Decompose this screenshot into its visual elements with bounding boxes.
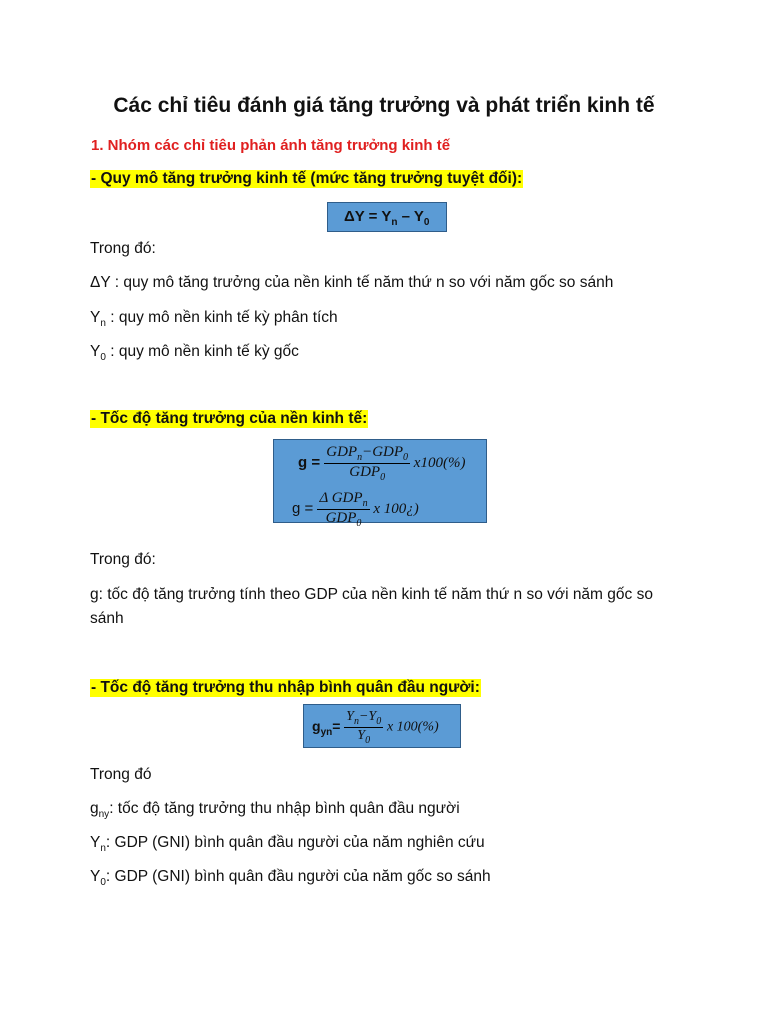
- formula-growth-rate-1: g = $\frac{GDP_n-GDP_0}{GDP_0}$ x100(%): [298, 444, 466, 483]
- definition-yn-income: $Y_n$: GDP (GNI) bình quân đầu người của năm nghiên cứu: [90, 834, 485, 855]
- growth-rate-heading: - Tốc độ tăng trưởng của nền kinh tế:: [91, 410, 368, 427]
- definition-y0: $Y_0$ : quy mô nền kinh tế kỳ gốc: [90, 343, 299, 364]
- formula-delta-y: $\Delta Y = Y_n - Y_0$: [344, 208, 430, 228]
- page-title: Các chỉ tiêu đánh giá tăng trưởng và phát triển kinh tế: [113, 94, 655, 117]
- definition-yn: $Y_n$ : quy mô nền kinh tế kỳ phân tích: [90, 309, 338, 330]
- growth-scale-heading: - Quy mô tăng trưởng kinh tế (mức tăng trưởng tuyệt đối):: [91, 170, 523, 187]
- where-label: Trong đó:: [90, 240, 156, 257]
- section-heading: 1. Nhóm các chỉ tiêu phản ánh tăng trưởng kinh tế: [91, 137, 451, 154]
- formula-growth-rate-2: g = $\frac{\Delta GDP_n}{GDP_0}$ x 100¿): [292, 490, 419, 529]
- definition-g-cont: sánh: [90, 610, 124, 627]
- where-label: Trong đó: [90, 766, 152, 783]
- definition-y0-income: $Y_0$: GDP (GNI) bình quân đầu người của năm gốc so sánh: [90, 868, 491, 889]
- definition-gny: $g_{ny}$: tốc độ tăng trưởng thu nhập bình quân đầu người: [90, 800, 460, 821]
- definition-delta-y: ΔY : quy mô tăng trưởng của nền kinh tế năm thứ n so với năm gốc so sánh: [90, 274, 614, 291]
- income-growth-heading: - Tốc độ tăng trưởng thu nhập bình quân đầu người:: [91, 679, 480, 696]
- where-label: Trong đó:: [90, 551, 156, 568]
- formula-income-growth: $g_{yn}=$ $\frac{Y_n-Y_0}{Y_0}$ x 100(%): [312, 709, 439, 746]
- definition-g: g: tốc độ tăng trưởng tính theo GDP của nền kinh tế năm thứ n so với năm gốc so: [90, 586, 653, 603]
- formula-box-delta-y: [327, 202, 447, 232]
- formula-box-growth-rate: [273, 439, 487, 529]
- formula-box-income-growth: [303, 704, 461, 748]
